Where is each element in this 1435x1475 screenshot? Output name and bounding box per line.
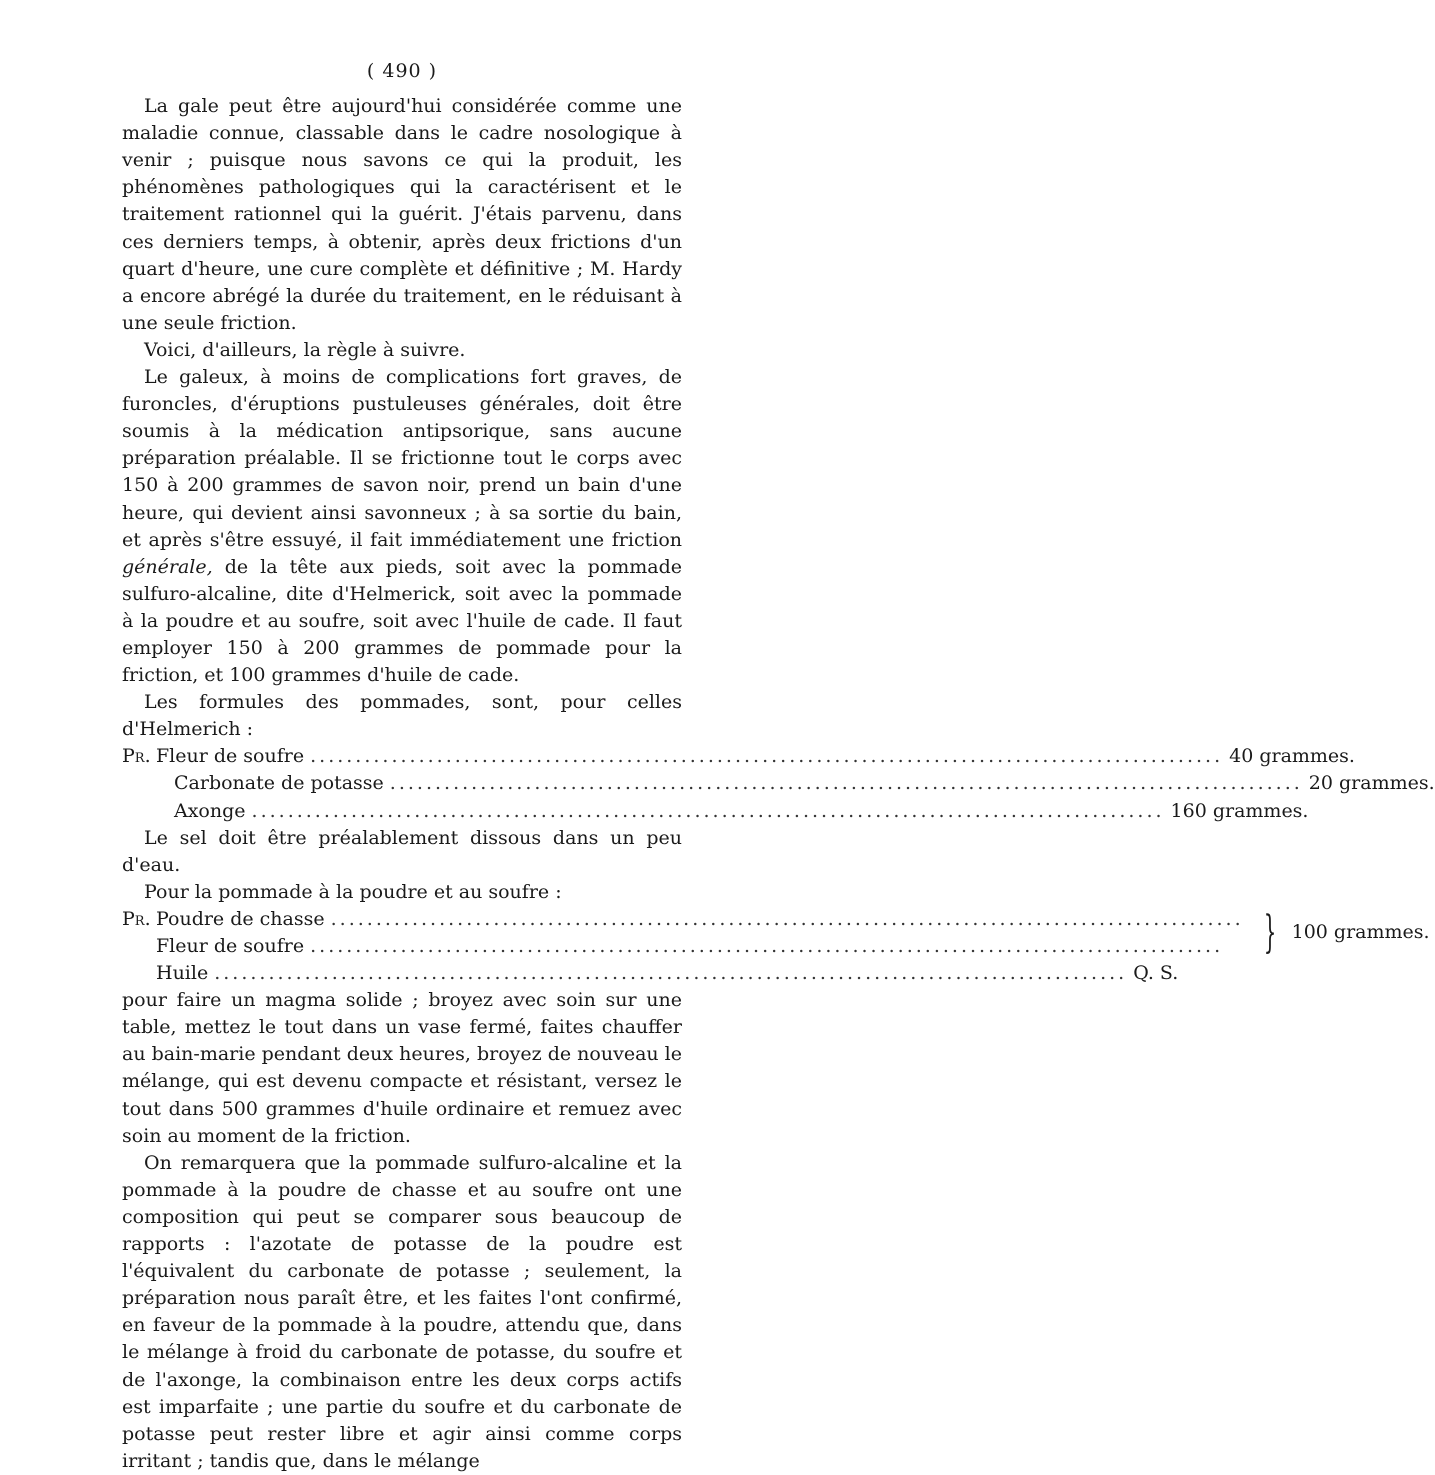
ingredient-name: Poudre de chasse xyxy=(156,907,325,930)
leader-dots xyxy=(214,960,1127,987)
ingredient-qty: 40 grammes. xyxy=(1229,745,1355,768)
recipe-poudre-soufre xyxy=(122,906,1430,987)
paragraph-regle: Voici, d'ailleurs, la règle à suivre. xyxy=(144,338,466,361)
galeux-text-b: de la tête aux pieds, soit avec la pommade sulfuro-alcaline, dite d'Helmerick, soit avec la pommade à la poudre et au soufre, soit avec l'huile de cade. Il faut employer 150 à 200 grammes de pommade pour la friction, et 100 grammes d'huile de cade. xyxy=(122,555,682,687)
formula-intro: Les formules des pommades, sont, pour celles d'Helmerich : xyxy=(122,691,682,741)
ingredient-name: Huile xyxy=(156,962,209,985)
page-number: ( 490 ) xyxy=(366,60,438,82)
paragraph-galeux xyxy=(122,364,682,689)
curly-brace-icon: } xyxy=(1263,907,1276,958)
leader-dots xyxy=(331,906,1244,933)
paragraph-remarque: On remarquera que la pommade sulfuro-alcaline et la pommade à la poudre de chasse et au soufre ont une composition qui peut se comparer sous beaucoup de rapports : l'azotate de potasse de la poudre est l'équivalent du carbonate de potasse ; seulement, la préparation nous paraît être, et les faites l'ont confirmé, en faveur de la pommade à la poudre, attendu que, dans le mélange à froid du carbonate de potasse, du soufre et de l'axonge, la combinaison entre les deux corps actifs est imparfaite ; une partie du soufre et du carbonate de potasse peut rester libre et agir ainsi comme corps irritant ; tandis que, dans le mélange xyxy=(122,1151,682,1472)
recipe-line xyxy=(122,798,1309,825)
leader-dots xyxy=(252,798,1165,825)
paragraph-gale: La gale peut être aujourd'hui considérée comme une maladie connue, classable dans le cadre nosologique à venir ; puisque nous savons ce qui la produit, les phénomènes pathologiques qui la caractérisent et le traitement rationnel qui la guérit. J'étais parvenu, dans ces derniers temps, à obtenir, après deux frictions d'un quart d'heure, une cure complète et définitive ; M. Hardy a encore abrégé la durée du traitement, en le réduisant à une seule friction. xyxy=(122,95,682,334)
galeux-text-a: Le galeux, à moins de complications fort graves, de furoncles, d'éruptions pustuleuses générales, doit être soumis à la médication antipsorique, sans aucune préparation préalable. Il se frictionne tout le corps avec 150 à 200 grammes de savon noir, prend un bain d'une heure, qui devient ainsi savonneux ; à sa sortie du bain, et après s'être essuyé, il fait immédiatement une friction xyxy=(122,366,682,551)
recipe-line xyxy=(122,960,1179,987)
ingredient-name: Fleur de soufre xyxy=(156,935,305,957)
recipe-line xyxy=(122,933,1250,960)
recipe-line xyxy=(122,906,1250,933)
ingredient-qty: 160 grammes. xyxy=(1170,799,1309,822)
leader-dots xyxy=(310,743,1223,770)
leader-dots xyxy=(390,770,1303,797)
paragraph-magma: pour faire un magma solide ; broyez avec soin sur une table, mettez le tout dans un vase fermé, faites chauffer au bain-marie pendant deux heures, broyez de nouveau le mélange, qui est devenu compacte et résistant, versez le tout dans 500 grammes d'huile ordinaire et remuez avec soin au moment de la friction. xyxy=(122,989,682,1147)
ingredient-qty: Q. S. xyxy=(1133,962,1179,985)
salt-note: Le sel doit être préalablement dissous dans un peu d'eau. xyxy=(122,826,682,876)
galeux-italic: générale, xyxy=(122,555,213,578)
ingredient-name: Axonge xyxy=(174,799,246,822)
recipe-line xyxy=(122,770,1435,797)
recipe-helmerich xyxy=(122,743,1435,824)
ingredient-qty: 20 grammes. xyxy=(1308,772,1435,795)
pr-label: Pr. xyxy=(122,745,151,768)
pr-label: Pr. xyxy=(122,907,151,930)
recipe-line xyxy=(122,743,1355,770)
grouped-ingredients xyxy=(122,906,1430,960)
ingredient-name: Carbonate de potasse xyxy=(174,772,384,795)
recipe2-intro: Pour la pommade à la poudre et au soufre : xyxy=(144,880,562,903)
grouped-qty: 100 grammes. xyxy=(1291,921,1430,944)
leader-dots xyxy=(310,933,1244,960)
ingredient-name: Fleur de soufre xyxy=(156,745,305,768)
